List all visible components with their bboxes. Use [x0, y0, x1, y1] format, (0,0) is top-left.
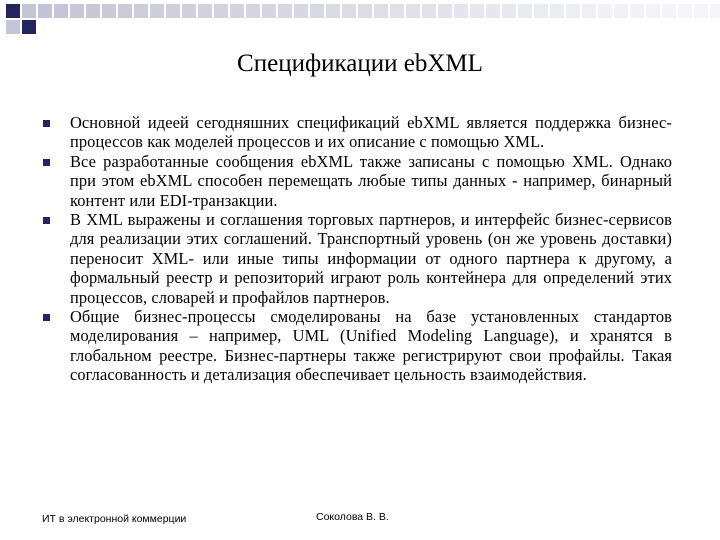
bullet-item [40, 210, 672, 307]
deco-square [694, 4, 708, 18]
square-bullet-icon [43, 314, 50, 321]
deco-square [118, 4, 132, 18]
deco-square [6, 20, 20, 34]
deco-square [358, 4, 372, 18]
bullet-text: Общие бизнес-процессы смоделированы на базе установленных стандартов моделирования – например, UML (Unified Modeling Language), и хранятся в глобальном реестре. Бизнес-партнеры также регистрируют свои профайлы. Такая согласованность и детализация обеспечивает цельность взаимодействия. [70, 307, 672, 385]
deco-square [262, 4, 276, 18]
deco-square [406, 4, 420, 18]
footer-author: Соколова В. В. [316, 511, 389, 523]
bullet-text: Основной идеей сегодняшних спецификаций ebXML является поддержка бизнес-процессов как моделей процессов и их описание с помощью XML. [70, 113, 672, 152]
deco-square [6, 4, 20, 18]
deco-square [38, 4, 52, 18]
deco-square [214, 4, 228, 18]
deco-square [678, 4, 692, 18]
deco-square [278, 4, 292, 18]
deco-square [566, 4, 580, 18]
deco-square [662, 4, 676, 18]
header-decoration [0, 0, 720, 42]
deco-square [422, 4, 436, 18]
deco-square [166, 4, 180, 18]
deco-square [374, 4, 388, 18]
deco-square [134, 4, 148, 18]
bullet-item [40, 307, 672, 385]
deco-square [22, 20, 36, 34]
deco-square [518, 4, 532, 18]
bullet-item [40, 113, 672, 152]
footer-course: ИТ в электронной коммерции [42, 513, 187, 525]
deco-square [230, 4, 244, 18]
deco-square [630, 4, 644, 18]
deco-square [614, 4, 628, 18]
deco-square [54, 4, 68, 18]
square-bullet-icon [43, 217, 50, 224]
slide-title: Спецификации ebXML [237, 50, 483, 77]
deco-square [294, 4, 308, 18]
deco-square [390, 4, 404, 18]
deco-square [470, 4, 484, 18]
deco-square [502, 4, 516, 18]
deco-square [86, 4, 100, 18]
deco-square [70, 4, 84, 18]
deco-square [182, 4, 196, 18]
deco-square [198, 4, 212, 18]
bullet-text: Все разработанные сообщения ebXML также записаны с помощью XML. Однако при этом ebXML способен перемещать любые типы данных - например, бинарный контент или EDI-транзакции. [70, 151, 672, 210]
deco-square [22, 4, 36, 18]
square-bullet-icon [43, 120, 50, 127]
deco-square [310, 4, 324, 18]
deco-square [326, 4, 340, 18]
deco-square [710, 4, 720, 18]
bullet-item [40, 152, 672, 210]
deco-square [150, 4, 164, 18]
deco-square [342, 4, 356, 18]
deco-square [454, 4, 468, 18]
deco-square [246, 4, 260, 18]
square-bullet-icon [43, 159, 50, 166]
deco-square [598, 4, 612, 18]
bullet-text: В XML выражены и соглашения торговых партнеров, и интерфейс бизнес-сервисов для реализации этих соглашений. Транспортный уровень (он же уровень доставки) переносит XML- или иные типы информации от одного партнера к другому, а формальный реестр и репозиторий играют роль контейнера для определений этих процессов, словарей и профайлов партнеров. [70, 210, 672, 307]
deco-square [550, 4, 564, 18]
deco-square [534, 4, 548, 18]
deco-square [102, 4, 116, 18]
deco-square [646, 4, 660, 18]
deco-square [582, 4, 596, 18]
bullet-list [40, 113, 672, 385]
deco-square [438, 4, 452, 18]
deco-square [486, 4, 500, 18]
